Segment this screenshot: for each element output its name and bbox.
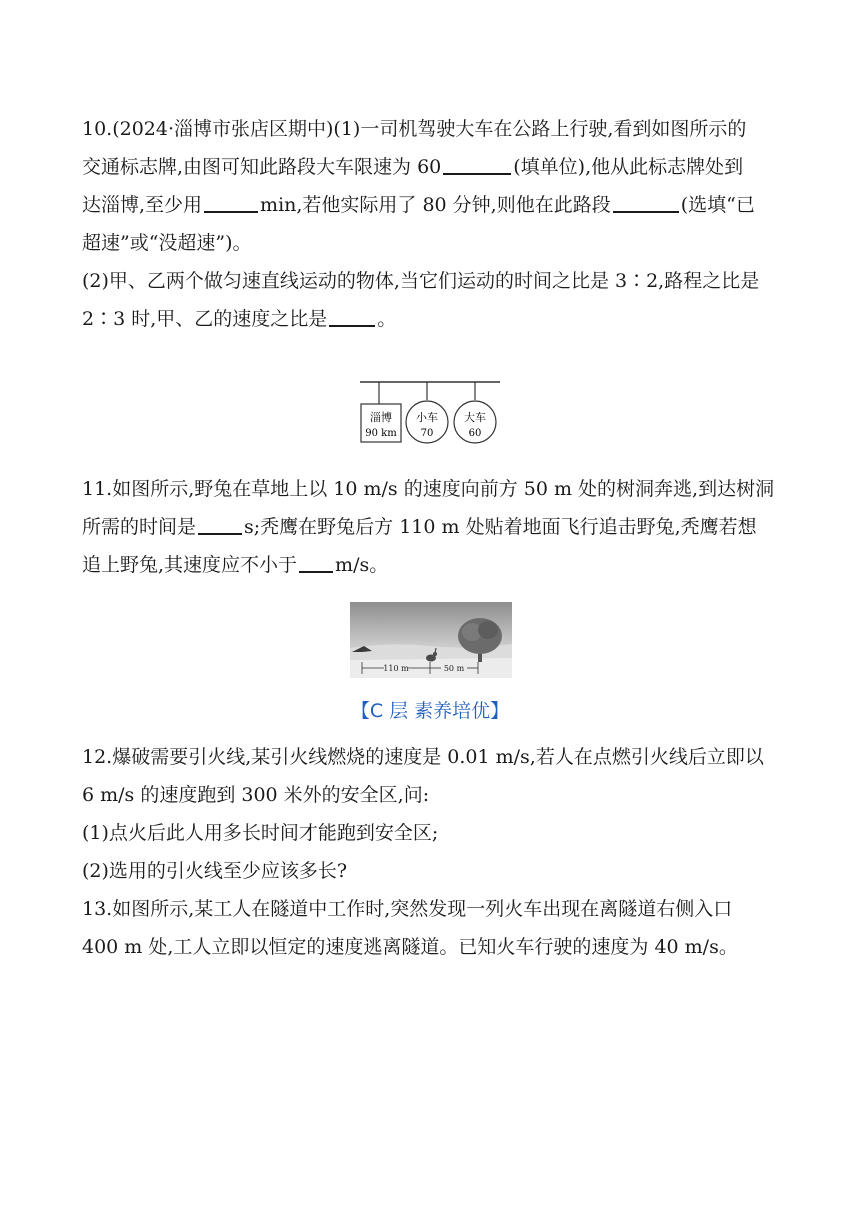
q10-line3	[82, 186, 782, 224]
q13-line2: 400 m 处,工人立即以恒定的速度逃离隧道。已知火车行驶的速度为 40 m/s。	[82, 936, 738, 958]
sign-text: 70	[420, 428, 434, 439]
section-title: 【C 层 素养培优】	[350, 700, 510, 722]
q12-line1: 12.爆破需要引火线,某引火线燃烧的速度是 0.01 m/s,若人在点燃引火线后立即以	[82, 746, 764, 768]
q10-line6	[82, 300, 782, 338]
q11-block	[82, 470, 782, 584]
q11-line1: 11.如图所示,野兔在草地上以 10 m/s 的速度向前方 50 m 处的树洞奔逃,到达树洞	[82, 478, 775, 500]
q12-line2: 6 m/s 的速度跑到 300 米外的安全区,问:	[82, 784, 430, 806]
q10-text: (选填“已	[680, 194, 755, 216]
q13-line1: 13.如图所示,某工人在隧道中工作时,突然发现一列火车出现在离隧道右侧入口	[82, 898, 733, 920]
q10-line2	[82, 148, 782, 186]
q10-text: 2∶3 时,甲、乙的速度之比是	[82, 308, 328, 330]
q12-line4: (2)选用的引火线至少应该多长?	[82, 860, 348, 882]
sign-text: 90 km	[365, 428, 397, 439]
q10-text: 交通标志牌,由图可知此路段大车限速为 60	[82, 156, 442, 178]
q10-text: 。	[377, 308, 397, 330]
sign-text: 淄博	[370, 411, 392, 424]
q12-line3: (1)点火后此人用多长时间才能跑到安全区;	[82, 822, 439, 844]
q11-text: s;秃鹰在野兔后方 110 m 处贴着地面飞行追击野兔,秃鹰若想	[244, 516, 757, 538]
q10-text: (填单位),他从此标志牌处到	[513, 156, 744, 178]
q11-text: 追上野兔,其速度应不小于	[82, 554, 298, 576]
sign-text: 大车	[464, 411, 486, 424]
q12-block	[82, 738, 782, 966]
sign-text: 小车	[416, 411, 438, 424]
traffic-sign-figure	[360, 380, 502, 446]
distance-label: 50 m	[443, 664, 465, 673]
q11-line2	[82, 508, 782, 546]
q11-text: m/s。	[335, 554, 389, 576]
q11-line3	[82, 546, 782, 584]
page-content	[82, 110, 782, 338]
q10-text: 达淄博,至少用	[82, 194, 203, 216]
sign-text: 60	[468, 428, 482, 439]
answer-blank[interactable]	[443, 151, 511, 175]
answer-blank[interactable]	[613, 189, 679, 213]
q10-line5: (2)甲、乙两个做匀速直线运动的物体,当它们运动的时间之比是 3∶2,路程之比是	[82, 270, 760, 292]
rabbit-eagle-figure	[350, 602, 512, 678]
answer-blank[interactable]	[299, 549, 333, 573]
q10-line1: 10.(2024·淄博市张店区期中)(1)一司机驾驶大车在公路上行驶,看到如图所示的	[82, 118, 747, 140]
distance-label: 110 m	[383, 664, 409, 673]
answer-blank[interactable]	[198, 511, 242, 535]
q10-line4: 超速”或“没超速”)。	[82, 232, 252, 254]
q10-text: min,若他实际用了 80 分钟,则他在此路段	[260, 194, 611, 216]
answer-blank[interactable]	[204, 189, 258, 213]
answer-blank[interactable]	[329, 303, 375, 327]
q11-text: 所需的时间是	[82, 516, 197, 538]
